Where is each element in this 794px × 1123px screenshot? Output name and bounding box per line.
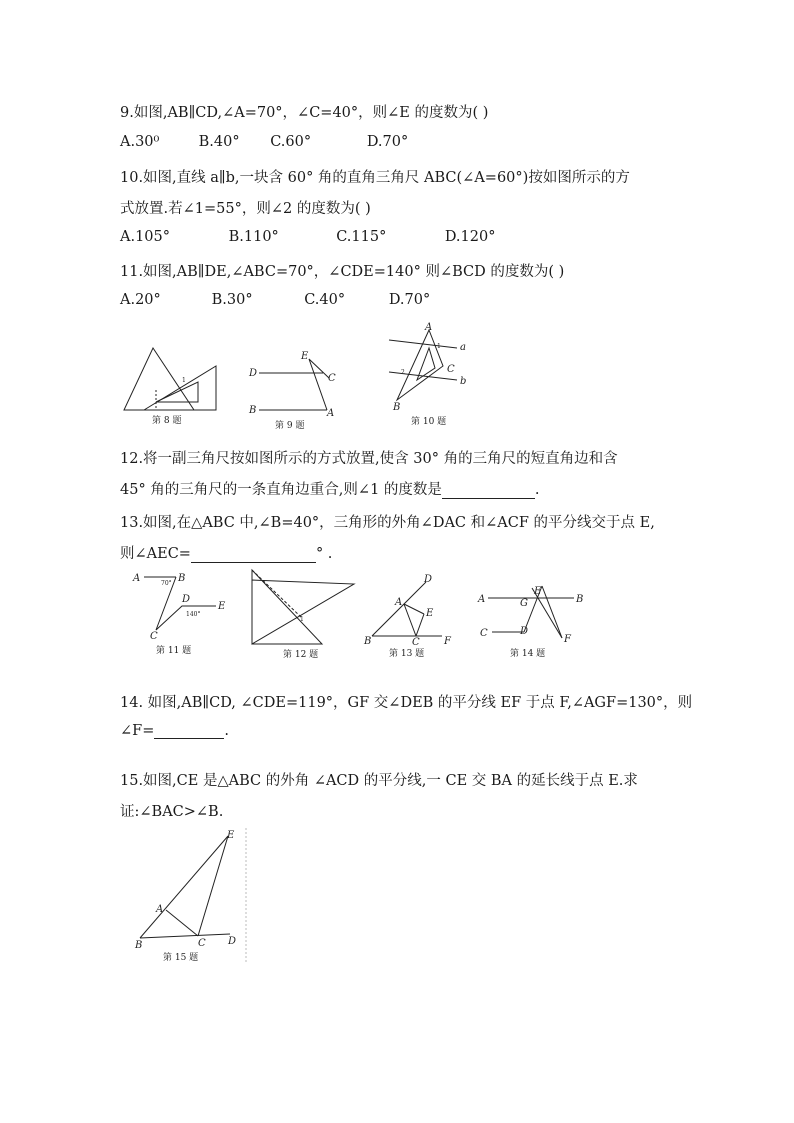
fig14-label-c: C (480, 628, 488, 639)
fig14-label-b: B (576, 594, 584, 605)
fig8-right-triangle (144, 366, 216, 410)
q15-stem-line2: 证:∠BAC>∠B. (120, 804, 224, 820)
fig14-caption: 第 14 题 (510, 649, 546, 659)
figure-14 (476, 578, 591, 662)
q12-answer-blank[interactable] (442, 484, 535, 499)
fig12-triangle-30 (252, 580, 354, 644)
q14-stem-line2-end: . (224, 723, 229, 739)
fig10-label-2: 2 (401, 369, 405, 376)
q12-stem-line2 (120, 478, 540, 499)
q13-stem-line2-end: ° . (315, 546, 333, 562)
q10-option-d: D.120° (444, 229, 496, 245)
q11-option-d: D.70° (388, 292, 431, 308)
fig15-line-ac (166, 910, 198, 936)
q10-options (120, 229, 495, 245)
q10-option-b: B.110° (228, 229, 279, 245)
fig15-line-bd (140, 934, 230, 938)
fig13-label-f: F (444, 636, 451, 647)
fig8-caption: 第 8 题 (152, 416, 182, 426)
fig15-line-ce (198, 836, 228, 936)
fig8-label-1: 1 (182, 377, 186, 384)
figure-10 (385, 322, 475, 430)
fig9-label-c: C (328, 373, 336, 384)
fig15-label-b: B (135, 940, 143, 951)
q9-option-c: C.60° (270, 134, 312, 150)
fig15-caption: 第 15 题 (163, 953, 199, 963)
fig11-label-e: E (218, 601, 226, 612)
q10-option-c: C.115° (336, 229, 387, 245)
fig15-label-e: E (227, 830, 235, 841)
fig9-polyline-a-e-c (309, 359, 329, 410)
fig15-line-be (140, 836, 228, 938)
fig15-label-d: D (228, 936, 237, 947)
fig13-caption: 第 13 题 (389, 649, 425, 659)
figure-13 (362, 572, 462, 662)
q9-option-d: D.70° (366, 134, 409, 150)
fig10-label-1: 1 (437, 343, 441, 350)
q13-stem-line1: 13.如图,在△ABC 中,∠B=40°，三角形的外角∠DAC 和∠ACF 的平分线交于点 E, (120, 515, 655, 531)
fig11-label-b: B (178, 573, 186, 584)
q10-stem-line1: 10.如图,直线 a∥b,一块含 60° 角的直角三角尺 ABC(∠A=60°)按如图所示的方 (120, 170, 630, 186)
fig10-line-label-a: a (460, 342, 466, 353)
fig10-caption: 第 10 题 (411, 417, 447, 427)
fig13-label-a: A (395, 597, 403, 608)
fig11-caption: 第 11 题 (156, 646, 192, 656)
fig12-dashed-line (252, 570, 302, 618)
fig11-angle-140: 140° (186, 611, 201, 618)
q9-stem: 9.如图,AB∥CD,∠A=70°，∠C=40°，则∠E 的度数为( ) (120, 105, 489, 121)
q11-options (120, 292, 430, 308)
fig14-label-g: G (520, 598, 528, 609)
q11-option-c: C.40° (304, 292, 346, 308)
figure-12 (244, 566, 360, 662)
q13-stem-line2 (120, 542, 332, 563)
fig14-label-d: D (520, 626, 529, 637)
fig13-line-ce (416, 614, 424, 636)
q12-stem-line1: 12.将一副三角尺按如图所示的方式放置,使含 30° 角的三角尺的短直角边和含 (120, 451, 618, 467)
q12-stem-line2-end: . (534, 482, 540, 498)
fig14-label-f: F (564, 634, 571, 645)
q13-answer-blank[interactable] (191, 548, 316, 563)
fig11-label-d: D (182, 594, 191, 605)
q12-stem-line2-text: 45° 角的三角尺的一条直角边重合,则∠1 的度数是 (120, 482, 442, 498)
figure-9 (245, 343, 355, 433)
fig9-label-a: A (327, 408, 335, 419)
figure-8 (118, 340, 228, 428)
fig14-label-a: A (478, 594, 486, 605)
fig9-caption: 第 9 题 (275, 421, 305, 431)
fig9-label-d: D (249, 368, 258, 379)
q9-option-a: A.30⁰ (120, 134, 160, 150)
q9-options (120, 134, 408, 150)
fig14-label-e: E (534, 586, 542, 597)
fig11-angle-70: 70° (161, 580, 172, 587)
q11-option-b: B.30° (211, 292, 253, 308)
fig10-label-a: A (425, 322, 433, 333)
q11-option-a: A.20° (120, 292, 161, 308)
fig9-label-e: E (301, 351, 309, 362)
fig13-label-b: B (364, 636, 372, 647)
q11-stem: 11.如图,AB∥DE,∠ABC=70°，∠CDE=140° 则∠BCD 的度数为( ) (120, 264, 565, 280)
q14-stem-line1: 14. 如图,AB∥CD, ∠CDE=119°，GF 交∠DEB 的平分线 EF 于点 F,∠AGF=130°，则 (120, 695, 693, 711)
q10-option-a: A.105° (120, 229, 171, 245)
fig10-outer-triangle (397, 330, 443, 400)
fig11-label-a: A (133, 573, 141, 584)
fig15-label-c: C (198, 938, 206, 949)
q10-stem-line2: 式放置.若∠1=55°，则∠2 的度数为( ) (120, 201, 371, 217)
q14-stem-line2-text: ∠F= (120, 723, 155, 739)
fig14-line-ef (542, 586, 562, 638)
q14-stem-line2 (120, 723, 229, 739)
fig10-label-b: B (393, 402, 401, 413)
fig15-label-a: A (156, 904, 164, 915)
fig10-line-label-b: b (460, 376, 467, 387)
fig11-label-c: C (150, 631, 158, 642)
q14-answer-blank[interactable] (154, 724, 224, 739)
q15-stem-line1: 15.如图,CE 是△ABC 的外角 ∠ACD 的平分线,一 CE 交 BA 的延长线于点 E.求 (120, 773, 638, 789)
q9-option-b: B.40° (198, 134, 240, 150)
figure-15 (130, 826, 255, 968)
q13-stem-line2-text: 则∠AEC= (120, 546, 191, 562)
fig10-label-c: C (447, 364, 455, 375)
fig12-caption: 第 12 题 (283, 650, 319, 660)
fig13-label-c: C (412, 637, 420, 648)
fig9-label-b: B (249, 405, 257, 416)
fig13-label-d: D (424, 574, 433, 585)
fig13-label-e: E (426, 608, 434, 619)
fig12-label-1: 1 (300, 616, 304, 623)
fig13-line-bd (372, 582, 426, 636)
figure-11 (130, 572, 230, 666)
